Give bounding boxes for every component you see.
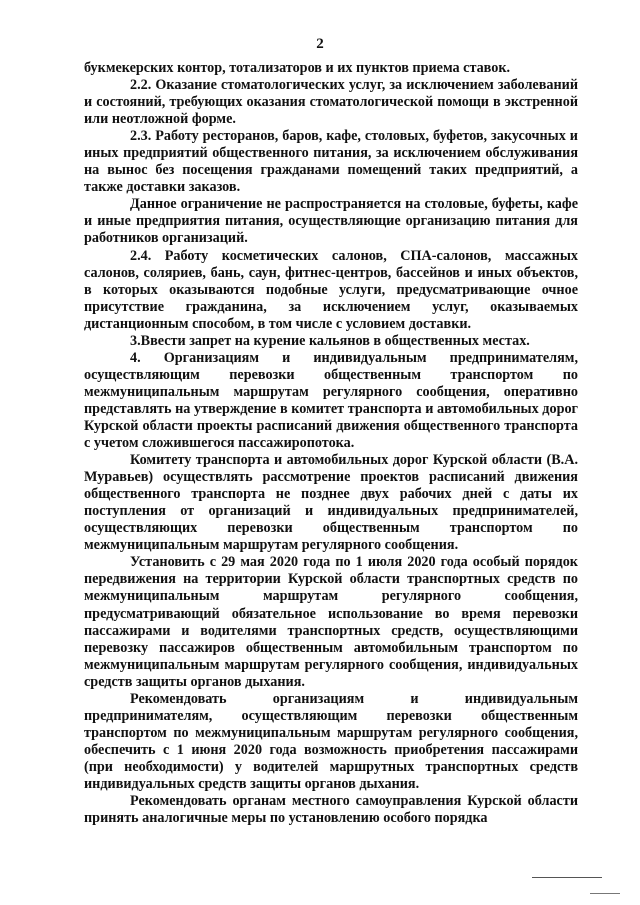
paragraph-4-recommend-operators: Рекомендовать организациям и индивидуальным предпринимателям, осуществляющим перевозки общественным транспортом по межмуниципальным маршрутам регулярного сообщения, обеспечить с 1 июня 2020 года возможность приобретения пассажирами (при необходимости) у водителей маршрутных транспортных средств индивидуальных средств защиты органов дыхания. bbox=[84, 690, 578, 792]
paragraph-4-recommend-municipal: Рекомендовать органам местного самоуправления Курской области принять аналогичные меры по установлению особого порядка bbox=[84, 793, 578, 827]
footer-line bbox=[532, 877, 602, 880]
paragraph-2-3-exception: Данное ограничение не распространяется на столовые, буфеты, кафе и иные предприятия питания, осуществляющие организацию питания для работников организаций. bbox=[84, 196, 578, 247]
paragraph-2-3: 2.3. Работу ресторанов, баров, кафе, столовых, буфетов, закусочных и иных предприятий общественного питания, за исключением обслуживания на вынос без посещения гражданами помещений таких предприятий, а также доставки заказов. bbox=[84, 128, 578, 196]
footer-line-secondary bbox=[590, 893, 620, 895]
page-number: 2 bbox=[316, 36, 324, 52]
document-body bbox=[84, 60, 578, 827]
paragraph-4-committee: Комитету транспорта и автомобильных дорог Курской области (В.А. Муравьев) осуществлять рассмотрение проектов расписаний движения общественного транспорта не позднее двух рабочих дней с даты их поступления от организаций и индивидуальных предпринимателей, осуществляющих перевозки общественным транспортом по межмуниципальным маршрутам регулярного сообщения. bbox=[84, 452, 578, 554]
paragraph-continuation: букмекерских контор, тотализаторов и их пунктов приема ставок. bbox=[84, 60, 511, 76]
paragraph-4: 4. Организациям и индивидуальным предпринимателям, осуществляющим перевозки общественным транспортом по межмуниципальным маршрутам регулярного сообщения, оперативно представлять на утверждение в комитет транспорта и автомобильных дорог Курской области проекты расписаний движения общественного транспорта с учетом сложившегося пассажиропотока. bbox=[84, 349, 578, 452]
paragraph-2-4: 2.4. Работу косметических салонов, СПА-салонов, массажных салонов, соляриев, бань, саун, фитнес-центров, бассейнов и иных объектов, в которых оказываются подобные услуги, предусматривающие очное присутствие гражданина, за исключением услуг, оказываемых дистанционным способом, в том числе с условием доставки. bbox=[84, 247, 578, 332]
paragraph-2-2: 2.2. Оказание стоматологических услуг, за исключением заболеваний и состояний, требующих оказания стоматологической помощи в экстренной или неотложной форме. bbox=[84, 77, 578, 128]
paragraph-4-special-order: Установить с 29 мая 2020 года по 1 июля 2020 года особый порядок передвижения на территории Курской области транспортных средств по межмуниципальным маршрутам регулярного сообщения, предусматривающий обязательное использование во время перевозки пассажирами и водителями транспортных средств, осуществляющими перевозку пассажиров общественным автомобильным транспортом по межмуниципальным маршрутам регулярного сообщения, индивидуальных средств защиты органов дыхания. bbox=[84, 554, 578, 690]
paragraph-3: 3.Ввести запрет на курение кальянов в общественных местах. bbox=[130, 332, 530, 349]
